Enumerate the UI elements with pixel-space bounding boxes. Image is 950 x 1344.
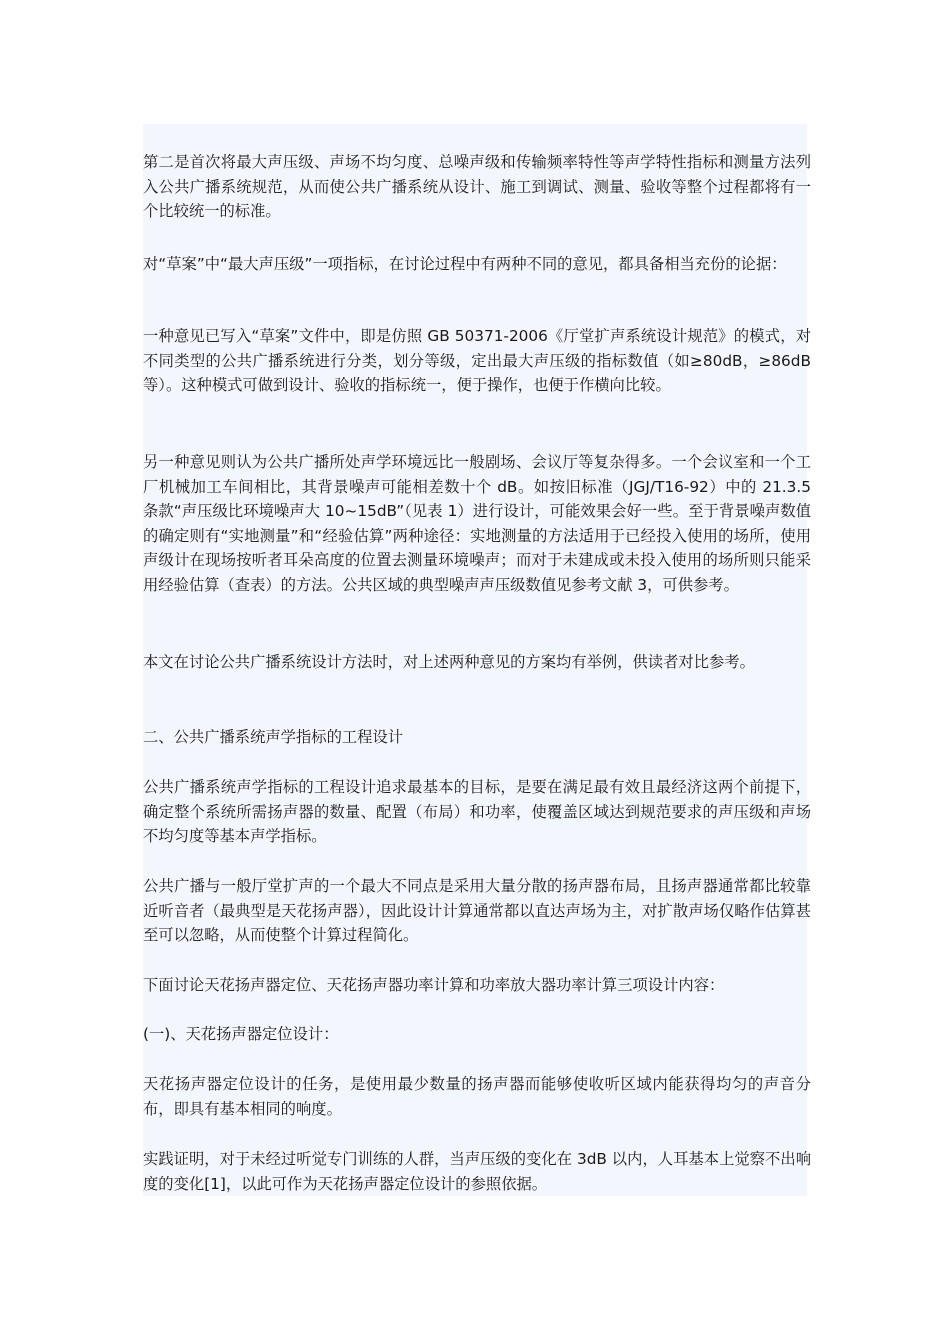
paragraph-design-contents: 下面讨论天花扬声器定位、天花扬声器功率计算和功率放大器功率计算三项设计内容： xyxy=(143,976,725,994)
paragraph-draft-opinions: 对“草案”中“最大声压级”一项指标，在讨论过程中有两种不同的意见，都具备相当充份的论据： xyxy=(143,255,787,273)
paragraph-conclusion: 本文在讨论公共广播系统设计方法时，对上述两种意见的方案均有举例，供读者对比参考。 xyxy=(143,653,755,671)
paragraph-positioning-task: 天花扬声器定位设计的任务，是使用最少数量的扬声器而能够使收听区域内能获得均匀的声音分布，即具有基本相同的响度。 xyxy=(143,1075,811,1118)
paragraph-opinion-two: 另一种意见则认为公共广播所处声学环境远比一般剧场、会议厅等复杂得多。一个会议室和一个工厂机械加工车间相比，其背景噪声可能相差数十个 dB。如按旧标准（JGJ/T16-92）中的 21.3.5 条款“声压级比环境噪声大 10~15dB”（见表 1）进行设计，可能效果会好一些。至于背景噪声数值的确定则有“实地测量”和“经验估算”两种途径：实地测量的方法适用于已经投入使用的场所，使用声级计在现场按听者耳朵高度的位置去测量环境噪声；而对于未建成或未投入使用的场所则只能采用经验估算（查表）的方法。公共区域的典型噪声声压级数值见参考文献 3，可供参考。 xyxy=(143,453,811,594)
paragraph-opinion-one: 一种意见已写入“草案”文件中，即是仿照 GB 50371-2006《厅堂扩声系统设计规范》的模式，对不同类型的公共广播系统进行分类，划分等级，定出最大声压级的指标数值（如≥80dB，≥86dB 等）。这种模式可做到设计、验收的指标统一，便于操作，也便于作横向比较。 xyxy=(143,327,811,394)
subsection-heading: (一)、天花扬声器定位设计： xyxy=(143,1025,339,1043)
paragraph-design-goal: 公共广播系统声学指标的工程设计追求最基本的目标，是要在满足最有效且最经济这两个前提下，确定整个系统所需扬声器的数量、配置（布局）和功率，使覆盖区域达到规范要求的声压级和声场不均匀度等基本声学指标。 xyxy=(143,778,811,845)
paragraph-practice-proof: 实践证明，对于未经过听觉专门训练的人群，当声压级的变化在 3dB 以内，人耳基本上觉察不出响度的变化[1]，以此可作为天花扬声器定位设计的参照依据。 xyxy=(143,1150,811,1193)
paragraph-first-standard: 第二是首次将最大声压级、声场不均匀度、总噪声级和传输频率特性等声学特性指标和测量方法列入公共广播系统规范，从而使公共广播系统从设计、施工到调试、测量、验收等整个过程都将有一个比较统一的标准。 xyxy=(143,153,811,220)
section-heading: 二、公共广播系统声学指标的工程设计 xyxy=(143,728,404,746)
paragraph-speaker-layout: 公共广播与一般厅堂扩声的一个最大不同点是采用大量分散的扬声器布局，且扬声器通常都比较靠近听音者（最典型是天花扬声器），因此设计计算通常都以直达声场为主，对扩散声场仅略作估算甚至可以忽略，从而使整个计算过程简化。 xyxy=(143,877,811,944)
